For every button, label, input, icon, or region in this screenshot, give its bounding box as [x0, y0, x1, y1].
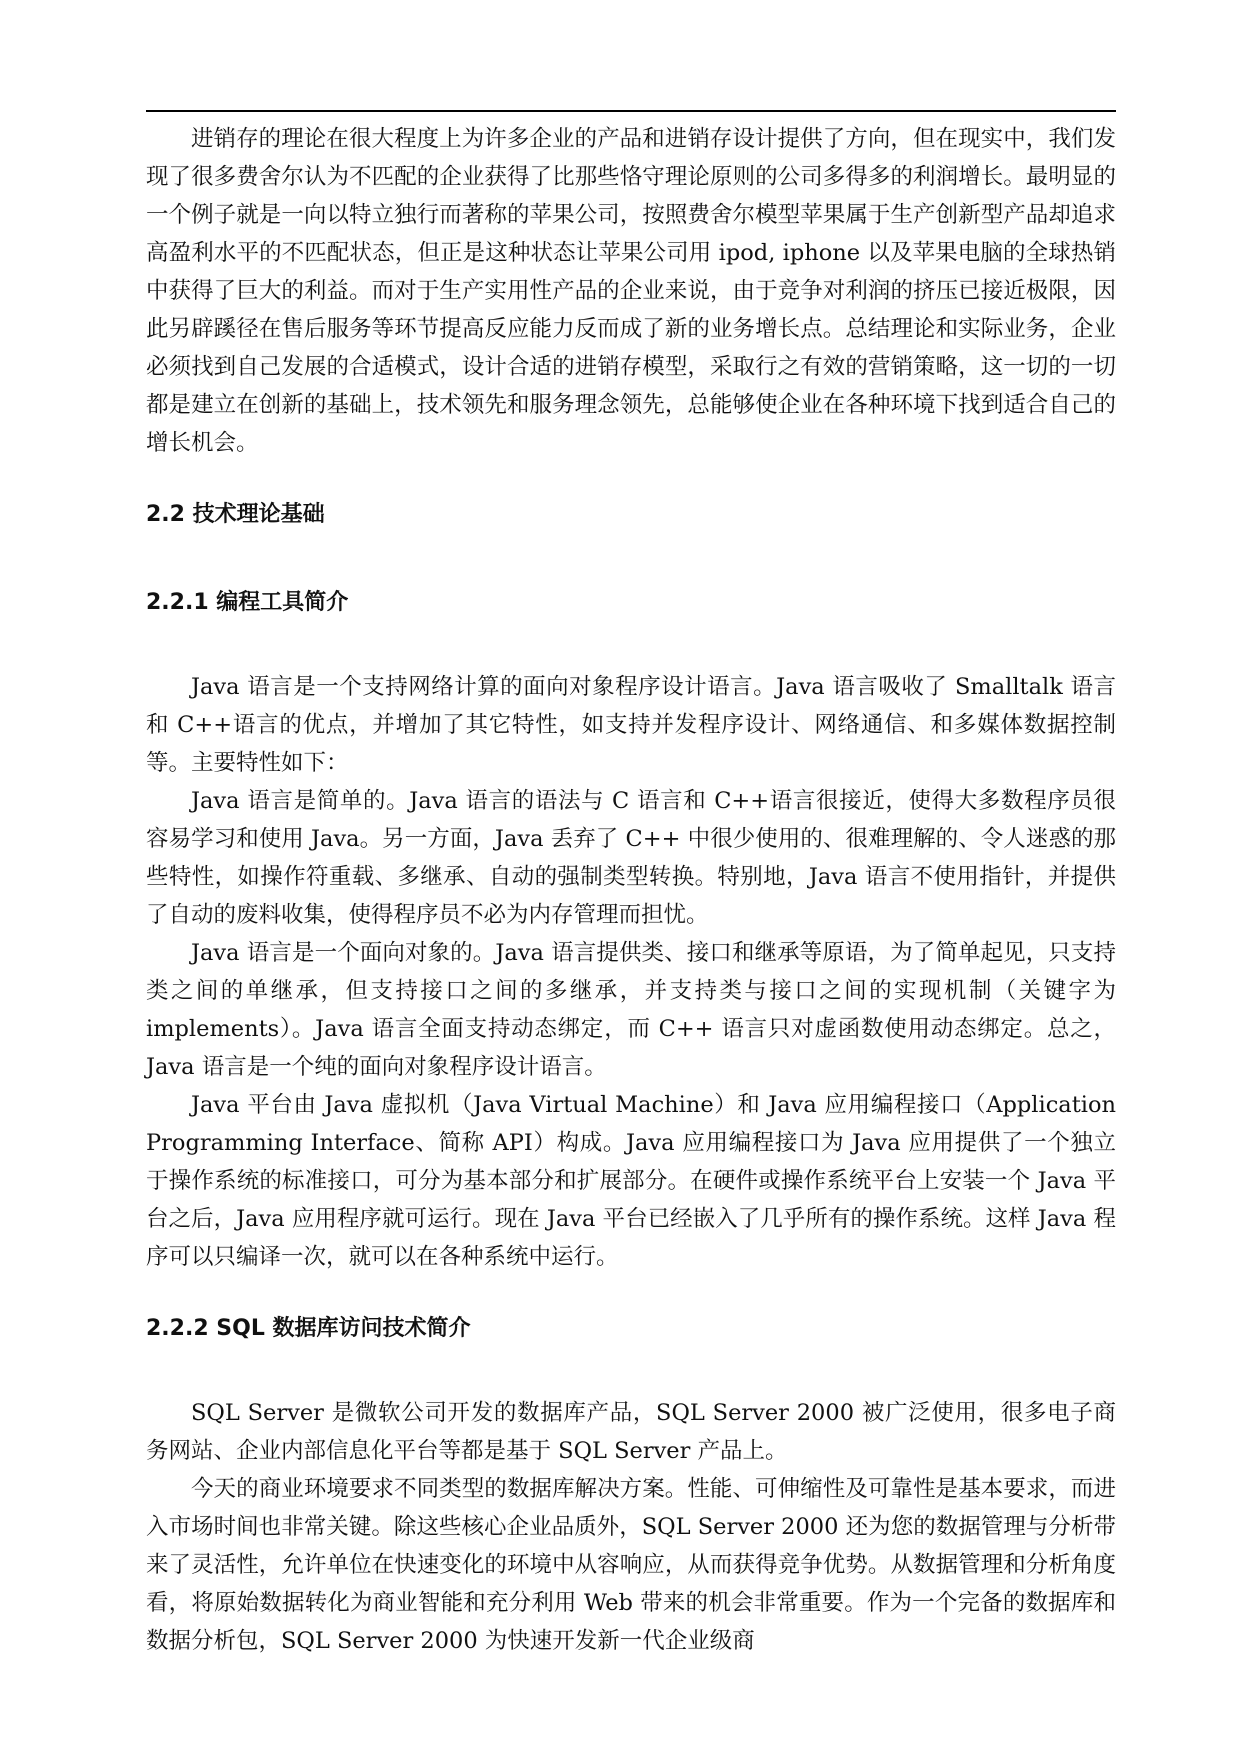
- section-heading-2-2: 2.2 技术理论基础: [146, 502, 325, 527]
- paragraph-java-4: Java 平台由 Java 虚拟机（Java Virtual Machine）和 Java 应用编程接口（Application Programming Interface、简称 API）构成。Java 应用编程接口为 Java 应用提供了一个独立于操作系统的标准接口，可分为基本部分和扩展部分。在硬件或操作系统平台上安装一个 Java 平台之后，Java 应用程序就可运行。现在 Java 平台已经嵌入了几乎所有的操作系统。这样 Java 程序可以只编译一次，就可以在各种系统中运行。: [146, 1092, 1116, 1270]
- paragraph-java-2: Java 语言是简单的。Java 语言的语法与 C 语言和 C++语言很接近，使得大多数程序员很容易学习和使用 Java。另一方面，Java 丢弃了 C++ 中很少使用的、很难理解的、令人迷惑的那些特性，如操作符重载、多继承、自动的强制类型转换。特别地，Java 语言不使用指针，并提供了自动的废料收集，使得程序员不必为内存管理而担忧。: [146, 788, 1116, 928]
- paragraph-intro: 进销存的理论在很大程度上为许多企业的产品和进销存设计提供了方向，但在现实中，我们发现了很多费舍尔认为不匹配的企业获得了比那些恪守理论原则的公司多得多的利润增长。最明显的一个例子就是一向以特立独行而著称的苹果公司，按照费舍尔模型苹果属于生产创新型产品却追求高盈利水平的不匹配状态，但正是这种状态让苹果公司用 ipod, iphone 以及苹果电脑的全球热销中获得了巨大的利益。而对于生产实用性产品的企业来说，由于竞争对利润的挤压已接近极限，因此另辟蹊径在售后服务等环节提高反应能力反而成了新的业务增长点。总结理论和实际业务，企业必须找到自己发展的合适模式，设计合适的进销存模型，采取行之有效的营销策略，这一切的一切都是建立在创新的基础上，技术领先和服务理念领先，总能够使企业在各种环境下找到适合自己的增长机会。: [146, 126, 1116, 456]
- paragraph-sql-1: SQL Server 是微软公司开发的数据库产品，SQL Server 2000 被广泛使用，很多电子商务网站、企业内部信息化平台等都是基于 SQL Server 产品上。: [146, 1400, 1116, 1464]
- header-rule: [146, 110, 1116, 112]
- paragraph-java-3: Java 语言是一个面向对象的。Java 语言提供类、接口和继承等原语，为了简单起见，只支持类之间的单继承，但支持接口之间的多继承，并支持类与接口之间的实现机制（关键字为 implements）。Java 语言全面支持动态绑定，而 C++ 语言只对虚函数使用动态绑定。总之，Java 语言是一个纯的面向对象程序设计语言。: [146, 940, 1116, 1080]
- document-body: [146, 120, 1116, 1660]
- paragraph-sql-2: 今天的商业环境要求不同类型的数据库解决方案。性能、可伸缩性及可靠性是基本要求，而进入市场时间也非常关键。除这些核心企业品质外，SQL Server 2000 还为您的数据管理与分析带来了灵活性，允许单位在快速变化的环境中从容响应，从而获得竞争优势。从数据管理和分析角度看，将原始数据转化为商业智能和充分利用 Web 带来的机会非常重要。作为一个完备的数据库和数据分析包，SQL Server 2000 为快速开发新一代企业级商: [146, 1476, 1116, 1654]
- section-heading-2-2-2: 2.2.2 SQL 数据库访问技术简介: [146, 1316, 471, 1341]
- paragraph-java-1: Java 语言是一个支持网络计算的面向对象程序设计语言。Java 语言吸收了 Smalltalk 语言和 C++语言的优点，并增加了其它特性，如支持并发程序设计、网络通信、和多媒体数据控制等。主要特性如下：: [146, 674, 1116, 776]
- section-heading-2-2-1: 2.2.1 编程工具简介: [146, 590, 349, 615]
